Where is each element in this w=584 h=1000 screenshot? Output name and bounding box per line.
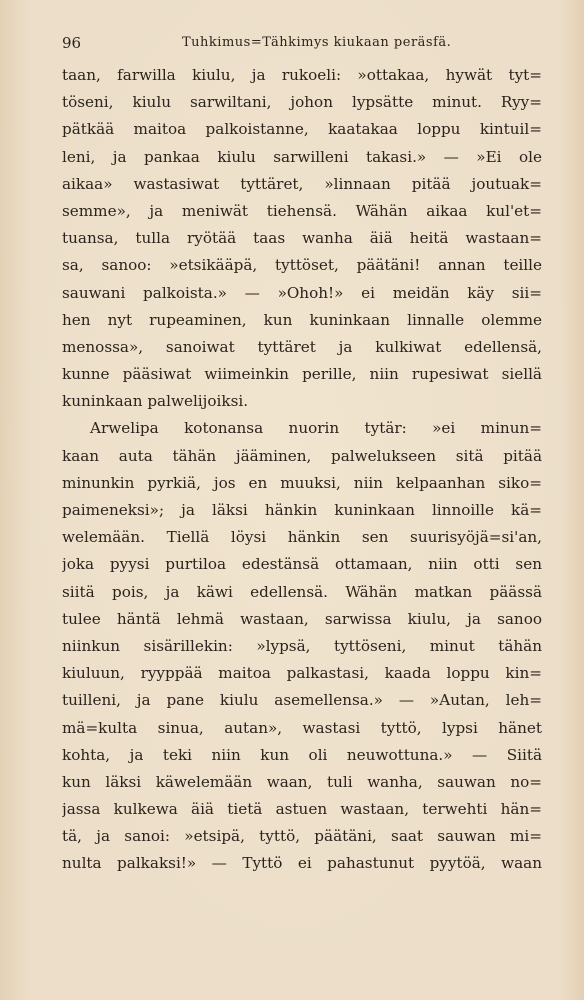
text-line: joka pyysi purtiloa edestänsä ottamaan, niin otti sen: [62, 555, 542, 574]
text-line: sauwani palkoista.» — »Ohoh!» ei meidän käy sii=: [62, 283, 542, 302]
text-line: semme», ja meniwät tiehensä. Wähän aikaa kul'et=: [62, 201, 542, 220]
page-header: [62, 34, 538, 58]
text-line: jassa kulkewa äiä tietä astuen wastaan, terwehti hän=: [62, 800, 542, 819]
text-line: kohta, ja teki niin kun oli neuwottuna.» — Siitä: [62, 745, 542, 764]
text-line: tä, ja sanoi: »etsipä, tyttö, päätäni, saat sauwan mi=: [62, 827, 542, 846]
text-line: kunne pääsiwat wiimeinkin perille, niin rupesiwat siellä: [62, 365, 542, 384]
running-title: Tuhkimus=Tähkimys kiukaan peräsfä.: [182, 35, 452, 50]
text-line: taan, farwilla kiulu, ja rukoeli: »ottakaa, hywät tyt=: [62, 66, 542, 84]
text-line: pätkää maitoa palkoistanne, kaatakaa loppu kintuil=: [62, 120, 542, 139]
text-line: siitä pois, ja käwi edellensä. Wähän matkan päässä: [62, 582, 542, 601]
text-line: tuilleni, ja pane kiulu asemellensa.» — »Autan, leh=: [62, 691, 542, 710]
text-line: tulee häntä lehmä wastaan, sarwissa kiulu, ja sanoo: [62, 609, 542, 628]
text-line: leni, ja pankaa kiulu sarwilleni takasi.» — »Ei ole: [62, 147, 542, 166]
text-line: paimeneksi»; ja läksi hänkin kuninkaan linnoille kä=: [62, 501, 542, 519]
text-line: sa, sanoo: »etsikääpä, tyttöset, päätäni! annan teille: [62, 256, 542, 275]
text-line: tuansa, tulla ryötää taas wanha äiä heitä wastaan=: [62, 229, 542, 248]
text-line: hen nyt rupeaminen, kun kuninkaan linnalle olemme: [62, 310, 542, 329]
text-line: welemään. Tiellä löysi hänkin sen suurisyöjä=si'an,: [62, 528, 542, 547]
text-line: töseni, kiulu sarwiltani, johon lypsätte minut. Ryy=: [62, 93, 542, 112]
text-line: niinkun sisärillekin: »lypsä, tyttöseni, minut tähän: [62, 636, 542, 655]
text-line: minunkin pyrkiä, jos en muuksi, niin kelpaanhan siko=: [62, 473, 542, 492]
text-line: kiuluun, ryyppää maitoa palkastasi, kaada loppu kin=: [62, 664, 542, 683]
text-line: nulta palkaksi!» — Tyttö ei pahastunut pyytöä, waan: [62, 854, 542, 873]
text-line: kaan auta tähän jääminen, palwelukseen sitä pitää: [62, 446, 542, 465]
paragraph-start-line: Arwelipa kotonansa nuorin tytär: »ei minun=: [90, 419, 542, 438]
text-line: aikaa» wastasiwat tyttäret, »linnaan pitää joutuak=: [62, 174, 542, 193]
body-text: [62, 62, 542, 878]
text-line: mä=kulta sinua, autan», wastasi tyttö, lypsi hänet: [62, 718, 542, 737]
paragraph-end-line: kuninkaan palwelijoiksi.: [62, 392, 249, 411]
page-number: 96: [62, 34, 82, 52]
text-line: menossa», sanoiwat tyttäret ja kulkiwat edellensä,: [62, 337, 542, 356]
text-line: kun läksi käwelemään waan, tuli wanha, sauwan no=: [62, 772, 542, 791]
